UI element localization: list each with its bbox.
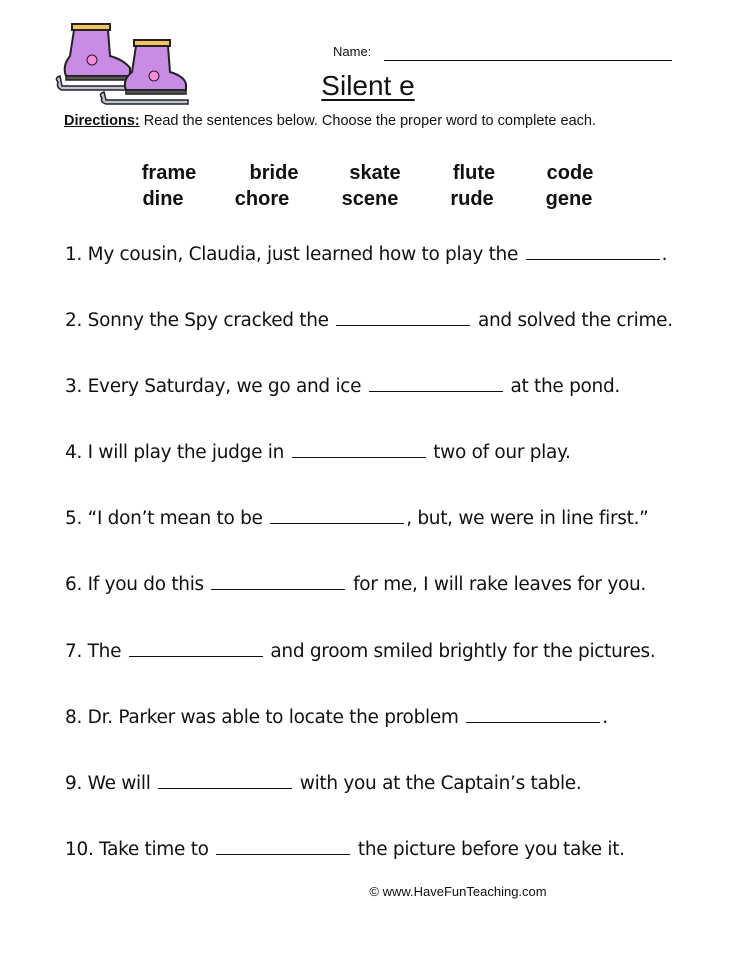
answer-blank[interactable] [211, 586, 345, 590]
directions [64, 113, 596, 129]
sentence-2 [65, 312, 673, 331]
word-bank-item: gene [545, 188, 593, 210]
sentence-text-before: We will [87, 773, 151, 794]
sentence-text-after: . [661, 244, 668, 265]
sentence-number: 8. [65, 707, 83, 728]
word-bank-item: flute [452, 162, 496, 184]
word-bank-item: bride [249, 162, 299, 184]
sentence-text-before: Every Saturday, we go and ice [87, 376, 362, 397]
page-title-text: Silent e [321, 70, 415, 101]
sentence-number: 1. [65, 244, 83, 265]
sentence-text-after: and groom smiled brightly for the pictures. [270, 641, 656, 662]
sentence-text-before: Take time to [99, 839, 209, 860]
answer-blank[interactable] [526, 256, 660, 260]
sentence-text-after: at the pond. [510, 376, 620, 397]
name-label: Name: [333, 44, 372, 59]
answer-blank[interactable] [158, 785, 292, 789]
sentence-text-before: My cousin, Claudia, just learned how to play the [87, 244, 519, 265]
sentence-8 [65, 709, 608, 728]
sentence-text-before: The [87, 641, 122, 662]
sentence-text-before: If you do this [87, 574, 204, 595]
answer-blank[interactable] [336, 322, 470, 326]
sentence-text-after: the picture before you take it. [357, 839, 625, 860]
sentence-1 [65, 246, 667, 265]
sentence-text-after: . [602, 707, 608, 728]
answer-blank[interactable] [466, 719, 600, 723]
answer-blank[interactable] [129, 653, 263, 657]
word-bank-item: scene [341, 188, 399, 210]
sentence-number: 4. [65, 442, 83, 463]
word-bank-item: dine [142, 188, 184, 210]
page-title [0, 70, 736, 102]
word-bank-item: code [546, 162, 594, 184]
answer-blank[interactable] [292, 454, 426, 458]
sentence-5 [65, 510, 648, 529]
sentence-4 [65, 444, 571, 463]
sentence-3 [65, 378, 620, 397]
sentence-9 [65, 775, 581, 794]
sentence-text-before: Sonny the Spy cracked the [87, 310, 329, 331]
directions-label: Directions: [64, 113, 140, 129]
word-bank-item: frame [141, 162, 197, 184]
answer-blank[interactable] [216, 851, 350, 855]
answer-blank[interactable] [369, 388, 503, 392]
sentence-number: 2. [65, 310, 83, 331]
word-bank-item: rude [450, 188, 494, 210]
sentence-text-after: and solved the crime. [477, 310, 673, 331]
word-bank-item: chore [234, 188, 290, 210]
sentence-number: 6. [65, 574, 83, 595]
sentence-6 [65, 576, 646, 595]
directions-text: Read the sentences below. Choose the proper word to complete each. [143, 113, 596, 129]
name-field-line[interactable] [384, 60, 672, 61]
word-bank-item: skate [349, 162, 401, 184]
sentence-number: 7. [65, 641, 83, 662]
answer-blank[interactable] [270, 520, 404, 524]
sentence-number: 10. [65, 839, 94, 860]
sentence-7 [65, 643, 655, 662]
sentence-text-before: I will play the judge in [87, 442, 284, 463]
sentence-text-before: Dr. Parker was able to locate the problem [87, 707, 459, 728]
sentence-10 [65, 841, 625, 860]
sentence-number: 3. [65, 376, 83, 397]
sentence-text-after: with you at the Captain’s table. [299, 773, 582, 794]
sentence-text-after: for me, I will rake leaves for you. [353, 574, 646, 595]
sentence-number: 5. [65, 508, 83, 529]
sentence-text-after: two of our play. [433, 442, 571, 463]
copyright-notice: © www.HaveFunTeaching.com [369, 884, 547, 899]
sentence-text-before: “I don’t mean to be [87, 508, 263, 529]
sentence-text-after: , but, we were in line first.” [406, 508, 649, 529]
sentence-number: 9. [65, 773, 83, 794]
